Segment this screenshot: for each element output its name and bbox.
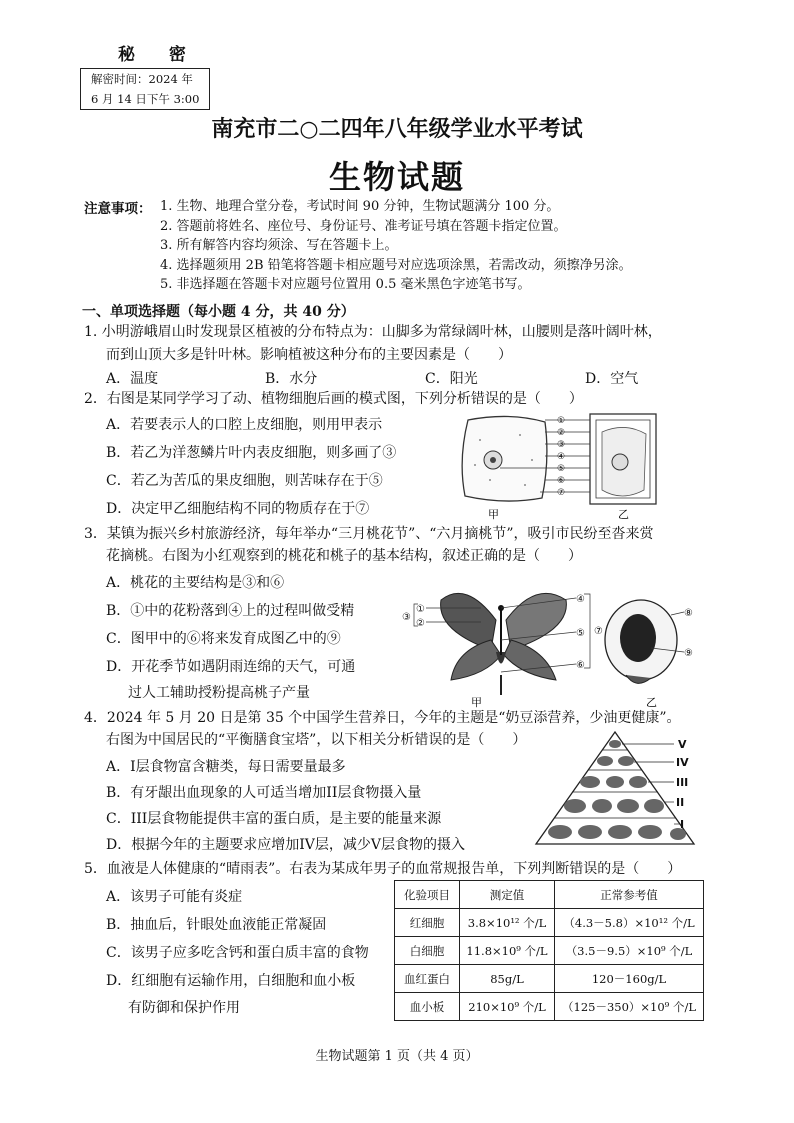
table-cell: 120－160g/L xyxy=(555,965,704,993)
fig-jia-label: 甲 xyxy=(488,508,499,520)
flower-label: ⑦ xyxy=(594,626,603,637)
note-item: 1. 生物、地理合堂分卷，考试时间 90 分钟，生物试题满分 100 分。 xyxy=(160,199,560,214)
q2-option-b: B．若乙为洋葱鳞片叶内表皮细胞，则多画了③ xyxy=(106,445,397,461)
flower-label: ④ xyxy=(576,594,585,605)
q5-option-d-line1: D．红细胞有运输作用，白细胞和血小板 xyxy=(106,973,356,989)
food-pyramid-diagram xyxy=(530,728,700,850)
plant-nucleus xyxy=(612,454,628,470)
cell-diagram xyxy=(450,410,665,520)
cell-label: ② xyxy=(557,428,566,438)
q4-option-d: D．根据今年的主题要求应增加IV层，减少V层食物的摄入 xyxy=(106,837,465,853)
table-header: 正常参考值 xyxy=(555,881,704,909)
pyramid-level-label: III xyxy=(676,776,689,789)
q1-option-b: B．水分 xyxy=(265,371,318,387)
cell-label: ③ xyxy=(557,440,566,450)
petal xyxy=(451,640,501,680)
declassify-time-box xyxy=(80,68,210,110)
table-row xyxy=(395,993,704,1021)
exam-title: 南充市二○二四年八年级学业水平考试 xyxy=(211,117,583,142)
table-cell: 红细胞 xyxy=(395,909,460,937)
q1-option-c: C．阳光 xyxy=(425,371,478,387)
q1-option-a: A．温度 xyxy=(106,371,159,387)
blood-test-table xyxy=(394,880,704,1021)
pyramid-level-label: IV xyxy=(676,756,689,769)
table-cell: （4.3－5.8）×10¹² 个/L xyxy=(555,909,704,937)
q3-stem-line1: 3．某镇为振兴乡村旅游经济，每年举办“三月桃花节”、“六月摘桃节”，吸引市民纷至沓来赏 xyxy=(84,526,654,542)
q4-option-b: B．有牙龈出血现象的人可适当增加II层食物摄入量 xyxy=(106,785,422,801)
table-cell: 11.8×10⁹ 个/L xyxy=(460,937,555,965)
pyramid-level-label: II xyxy=(676,796,685,809)
q4-option-a: A．I层食物富含糖类，每日需要量最多 xyxy=(106,759,346,775)
page-footer: 生物试题第 1 页（共 4 页） xyxy=(315,1049,479,1064)
flower-label: ② xyxy=(416,618,425,629)
pyramid-level-label: I xyxy=(680,818,685,831)
q5-option-d-line2: 有防御和保护作用 xyxy=(128,1000,240,1016)
table-cell: （3.5－9.5）×10⁹ 个/L xyxy=(555,937,704,965)
peach-label: ⑨ xyxy=(684,648,693,659)
cell-label: ④ xyxy=(557,452,566,462)
q2-option-c: C．若乙为苦瓜的果皮细胞，则苦味存在于⑤ xyxy=(106,473,383,489)
table-header: 化验项目 xyxy=(395,881,460,909)
cell-label: ① xyxy=(557,416,566,426)
table-header: 测定值 xyxy=(460,881,555,909)
animal-cell-shape xyxy=(462,416,547,501)
table-row xyxy=(395,937,704,965)
q1-stem-line1: 1. 小明游峨眉山时发现景区植被的分布特点为：山脚多为常绿阔叶林，山腰则是落叶阔叶林， xyxy=(84,324,662,340)
q2-option-d: D．决定甲乙细胞结构不同的物质存在于⑦ xyxy=(106,501,370,517)
petal xyxy=(504,640,556,680)
peach-flower-diagram xyxy=(396,580,696,710)
cell-label: ⑥ xyxy=(557,476,566,486)
note-item: 2. 答题前将姓名、座位号、身份证号、准考证号填在答题卡指定位置。 xyxy=(160,218,567,234)
q1-option-d: D．空气 xyxy=(585,371,639,387)
pyramid-level-label: V xyxy=(678,738,687,751)
q5-stem: 5．血液是人体健康的“晴雨表”。右表为某成年男子的血常规报告单，下列判断错误的是（ ） xyxy=(84,861,682,877)
q5-option-c: C．该男子应多吃含钙和蛋白质丰富的食物 xyxy=(106,945,369,961)
q5-option-b: B．抽血后，针眼处血液能正常凝固 xyxy=(106,917,327,933)
cell-label: ⑤ xyxy=(557,464,566,474)
fig-yi-label: 乙 xyxy=(646,696,657,709)
secret-label: 秘 密 xyxy=(118,45,200,65)
table-cell: （125－350）×10⁹ 个/L xyxy=(555,993,704,1021)
section-heading: 一、单项选择题（每小题 4 分，共 40 分） xyxy=(82,304,355,320)
q2-stem: 2．右图是某同学学习了动、植物细胞后画的模式图，下列分析错误的是（ ） xyxy=(84,391,583,407)
table-header-row xyxy=(395,881,704,909)
peach-label: ⑧ xyxy=(684,608,693,619)
q3-option-d-line1: D．开花季节如遇阴雨连绵的天气，可通 xyxy=(106,659,356,675)
note-item: 3. 所有解答内容均须涂、写在答题卡上。 xyxy=(160,238,398,253)
table-cell: 85g/L xyxy=(460,965,555,993)
table-cell: 白细胞 xyxy=(395,937,460,965)
notes-label: 注意事项： xyxy=(84,201,152,217)
q3-option-a: A．桃花的主要结构是③和⑥ xyxy=(106,575,285,591)
fig-jia-label: 甲 xyxy=(471,696,482,709)
q4-stem-line2: 右图为中国居民的“平衡膳食宝塔”，以下相关分析错误的是（ ） xyxy=(106,732,527,748)
flower-label: ⑤ xyxy=(576,628,585,639)
q3-option-b: B．①中的花粉落到④上的过程叫做受精 xyxy=(106,603,355,619)
flower-label: ① xyxy=(416,604,425,615)
q2-option-a: A．若要表示人的口腔上皮细胞，则用甲表示 xyxy=(106,417,383,433)
q3-option-d-line2: 过人工辅助授粉提高桃子产量 xyxy=(128,685,310,701)
q4-option-c: C．III层食物能提供丰富的蛋白质，是主要的能量来源 xyxy=(106,811,442,827)
q4-stem-line1: 4．2024 年 5 月 20 日是第 35 个中国学生营养日，今年的主题是“奶豆添营养，少油更健康”。 xyxy=(84,710,681,726)
q5-option-a: A．该男子可能有炎症 xyxy=(106,889,243,905)
flower-label: ⑥ xyxy=(576,660,585,671)
flower-label: ③ xyxy=(402,612,411,623)
note-item: 5. 非选择题在答题卡对应题号位置用 0.5 毫米黑色字迹笔书写。 xyxy=(160,277,531,292)
q3-option-c: C．图甲中的⑥将来发育成图乙中的⑨ xyxy=(106,631,341,647)
declassify-line-2: 6 月 14 日下午 3:00 xyxy=(91,92,200,106)
table-cell: 210×10⁹ 个/L xyxy=(460,993,555,1021)
table-row xyxy=(395,909,704,937)
table-cell: 3.8×10¹² 个/L xyxy=(460,909,555,937)
subject-title: 生物试题 xyxy=(328,158,465,196)
fig-yi-label: 乙 xyxy=(618,508,629,520)
note-item: 4. 选择题须用 2B 铅笔将答题卡相应题号对应选项涂黑，若需改动，须擦净另涂。 xyxy=(160,257,632,273)
declassify-line-1: 解密时间：2024 年 xyxy=(91,72,193,86)
peach-stone xyxy=(620,614,656,662)
q1-stem-line2: 而到山顶大多是针叶林。影响植被这种分布的主要因素是（ ） xyxy=(106,347,512,363)
q3-stem-line2: 花摘桃。右图为小红观察到的桃花和桃子的基本结构，叙述正确的是（ ） xyxy=(106,548,582,564)
notes-list xyxy=(160,197,632,295)
table-cell: 血红蛋白 xyxy=(395,965,460,993)
cell-label: ⑦ xyxy=(557,488,566,498)
table-row xyxy=(395,965,704,993)
table-cell: 血小板 xyxy=(395,993,460,1021)
